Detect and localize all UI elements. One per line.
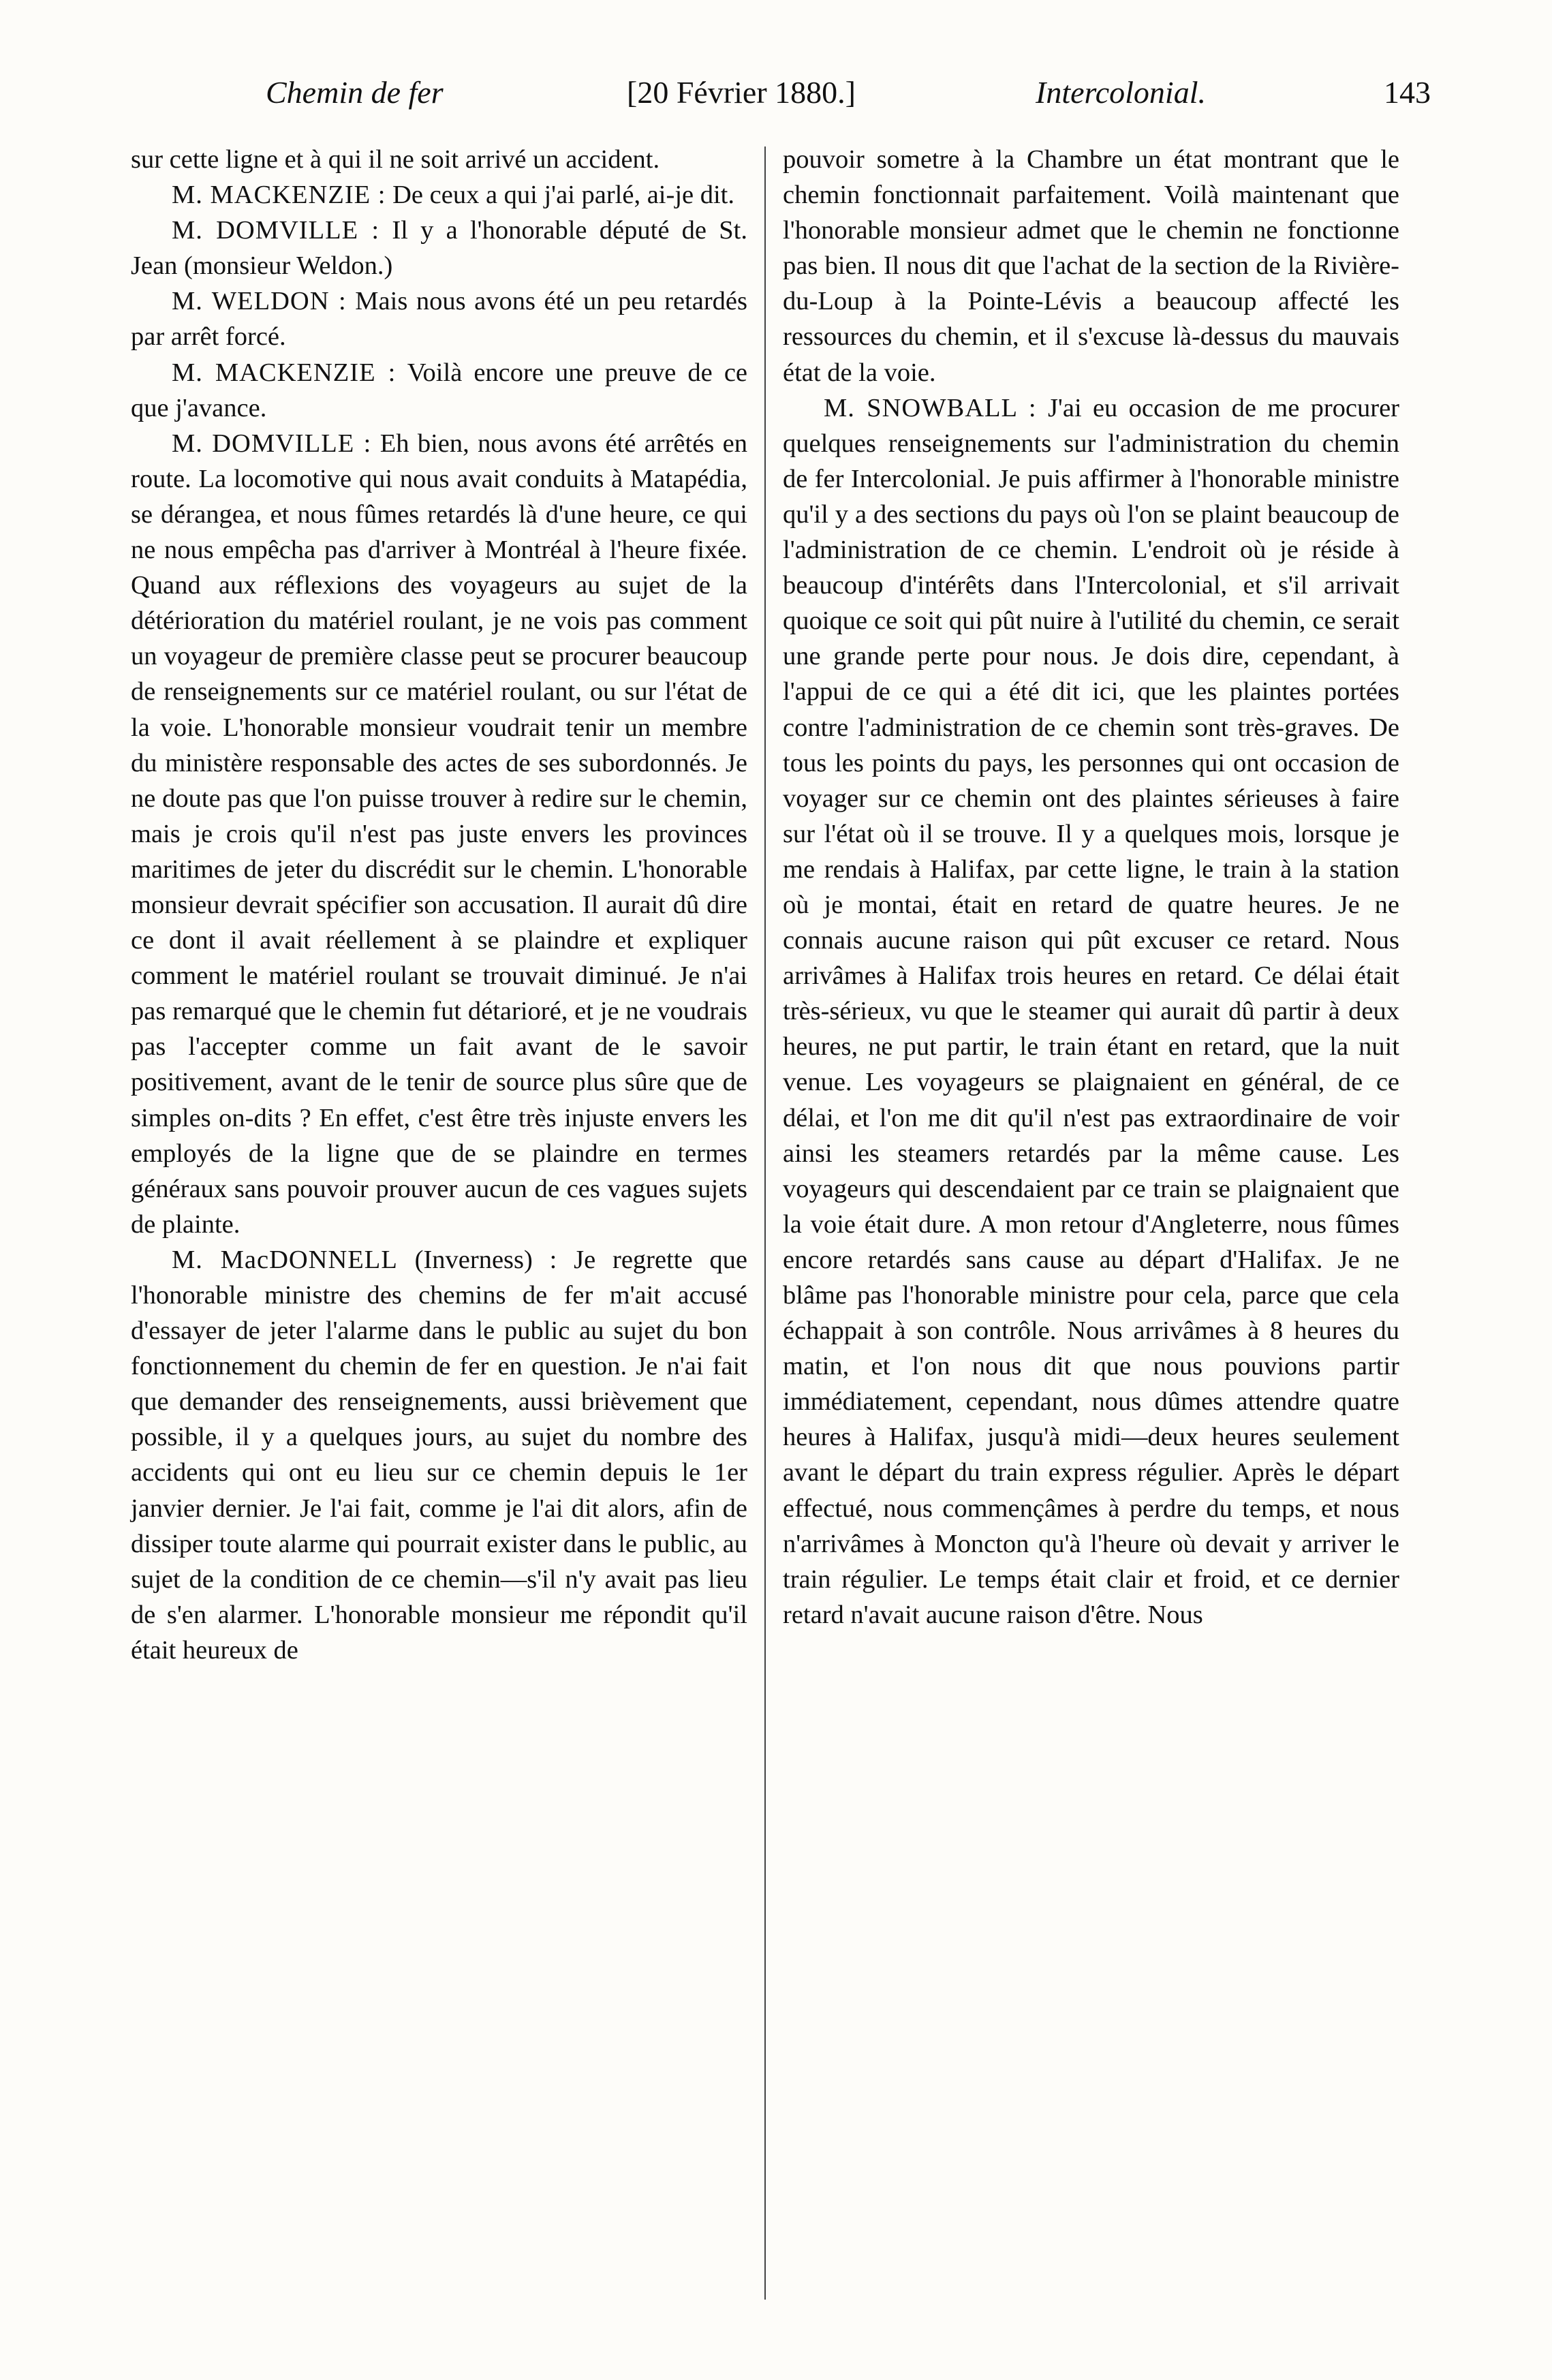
paragraph-text: Mais nous avons été un peu retardés par arrêt forcé.	[131, 287, 747, 352]
left-column	[131, 142, 747, 1668]
running-header	[123, 65, 1431, 120]
header-left: Chemin de fer	[266, 75, 444, 110]
paragraph	[131, 142, 747, 177]
right-column	[783, 142, 1399, 1633]
paragraph-text: Il y a l'honorable député de St. Jean (monsieur Weldon.)	[131, 216, 747, 281]
paragraph-text: Eh bien, nous avons été arrêtés en route. La locomotive qui nous avait conduits à Matapédia, se dérangea, et nous fûmes retardés là d'une heure, ce qui ne nous empêcha pas d'arriver à Montréal à l'heure fixée. Quand aux réflexions des voyageurs au sujet de la détérioration du matériel roulant, je ne vois pas comment un voyageur de première classe peut se procurer beaucoup de renseignements sur ce matériel roulant, ou sur l'état de la voie. L'honorable monsieur voudrait tenir un membre du ministère responsable des actes de ses subordonnés. Je ne doute pas que l'on puisse trouver à redire sur le chemin, mais je crois qu'il n'est pas juste envers les provinces maritimes de jeter du discrédit sur le chemin. L'honorable monsieur devrait spécifier son accusation. Il aurait dû dire ce dont il avait réellement à se plaindre et expliquer comment le matériel roulant se trouvait diminué. Je n'ai pas remarqué que le chemin fut détarioré, et je ne voudrais pas l'accepter comme un fait avant de le savoir positivement, avant de le tenir de source plus sûre que de simples on-dits ? En effet, c'est être très injuste envers les employés de la ligne que de se plaindre en termes généraux sans pouvoir prouver aucun de ces vagues sujets de plainte.	[131, 429, 747, 1239]
paragraph-text: sur cette ligne et à qui il ne soit arrivé un accident.	[131, 145, 660, 174]
speaker-name: M. MACKENZIE :	[172, 358, 397, 387]
paragraph-text: (Inverness) : Je regrette que l'honorable ministre des chemins de fer m'ait accusé d'essayer de jeter l'alarme dans le public au sujet du bon fonctionnement du chemin de fer en question. Je n'ai fait que demander des renseignements, aussi brièvement que possible, il y a quelques jours, au sujet du nombre des accidents qui ont eu lieu sur ce chemin depuis le 1er janvier dernier. Je l'ai fait, comme je l'ai dit alors, afin de dissiper toute alarme qui pourrait exister dans le public, au sujet de la condition de ce chemin—s'il n'y avait pas lieu de s'en alarmer. L'honorable monsieur me répondit qu'il était heureux de	[131, 1245, 747, 1665]
speaker-name: M. MACKENZIE :	[172, 181, 386, 210]
paragraph	[131, 355, 747, 426]
speaker-name: M. WELDON :	[172, 287, 347, 316]
page-number: 143	[1384, 75, 1431, 110]
paragraph	[131, 1242, 747, 1668]
speaker-name: M. SNOWBALL :	[824, 393, 1037, 422]
header-right: Intercolonial.	[1036, 75, 1206, 110]
paragraph-text: J'ai eu occasion de me procurer quelques renseignements sur l'administration du chemin de fer Intercolonial. Je puis affirmer à l'honorable ministre qu'il y a des sections du pays où l'on se plaint beaucoup de l'administration de ce chemin. L'endroit où je réside à beaucoup d'intérêts dans l'Intercolonial, et s'il arrivait quoique ce soit qui pût nuire à l'utilité du chemin, ce serait une grande perte pour nous. Je dois dire, cependant, à l'appui de ce qui a été dit ici, que les plaintes portées contre l'administration de ce chemin sont très-graves. De tous les points du pays, les personnes qui ont occasion de voyager sur ce chemin ont des plaintes sérieuses à faire sur l'état où il se trouve. Il y a quelques mois, lorsque je me rendais à Halifax, par cette ligne, le train à la station où je montai, était en retard de quatre heures. Je ne connais aucune raison qui pût excuser ce retard. Nous arrivâmes à Halifax trois heures en retard. Ce délai était très-sérieux, vu que le steamer qui aurait dû partir à deux heures, ne put partir, le train étant en retard, que la nuit venue. Les voyageurs se plaignaient en général, de ce délai, et l'on me dit qu'il n'est pas extraordinaire de voir ainsi les steamers retardés par la même cause. Les voyageurs qui descendaient par ce train se plaignaient que la voie était dure. A mon retour d'Angleterre, nous fûmes encore retardés sans cause au départ d'Halifax. Je ne blâme pas l'honorable ministre pour cela, parce que cela échappait à son contrôle. Nous arrivâmes à 8 heures du matin, et l'on nous dit que nous pouvions partir immédiatement, cependant, nous dûmes attendre quatre heures à Halifax, jusqu'à midi—deux heures seulement avant le départ du train express régulier. Après le départ effectué, nous commençâmes à perdre du temps, et nous n'arrivâmes à Moncton qu'à l'heure où devait y arriver le train régulier. Le temps était clair et froid, et ce dernier retard n'avait aucune raison d'être. Nous	[783, 393, 1399, 1629]
speaker-name: M. MacDONNELL	[172, 1245, 398, 1274]
paragraph	[783, 390, 1399, 1633]
paragraph	[131, 213, 747, 283]
paragraph	[783, 142, 1399, 390]
header-date: [20 Février 1880.]	[627, 75, 856, 110]
paragraph	[131, 283, 747, 354]
paragraph-text: Voilà encore une preuve de ce que j'avance.	[131, 358, 747, 422]
paragraph-text: De ceux a qui j'ai parlé, ai-je dit.	[386, 181, 734, 210]
speaker-name: M. DOMVILLE :	[172, 429, 372, 458]
paragraph	[131, 426, 747, 1242]
paragraph-text: pouvoir sometre à la Chambre un état montrant que le chemin fonctionnait parfaitement. Voilà maintenant que l'honorable monsieur admet que le chemin ne fonctionne pas bien. Il nous dit que l'achat de la section de la Rivière-du-Loup à la Pointe-Lévis a beaucoup affecté les ressources du chemin, et il s'excuse là-dessus du mauvais état de la voie.	[783, 145, 1399, 387]
column-divider	[764, 146, 766, 2300]
speaker-name: M. DOMVILLE :	[172, 216, 380, 245]
paragraph	[131, 177, 747, 213]
